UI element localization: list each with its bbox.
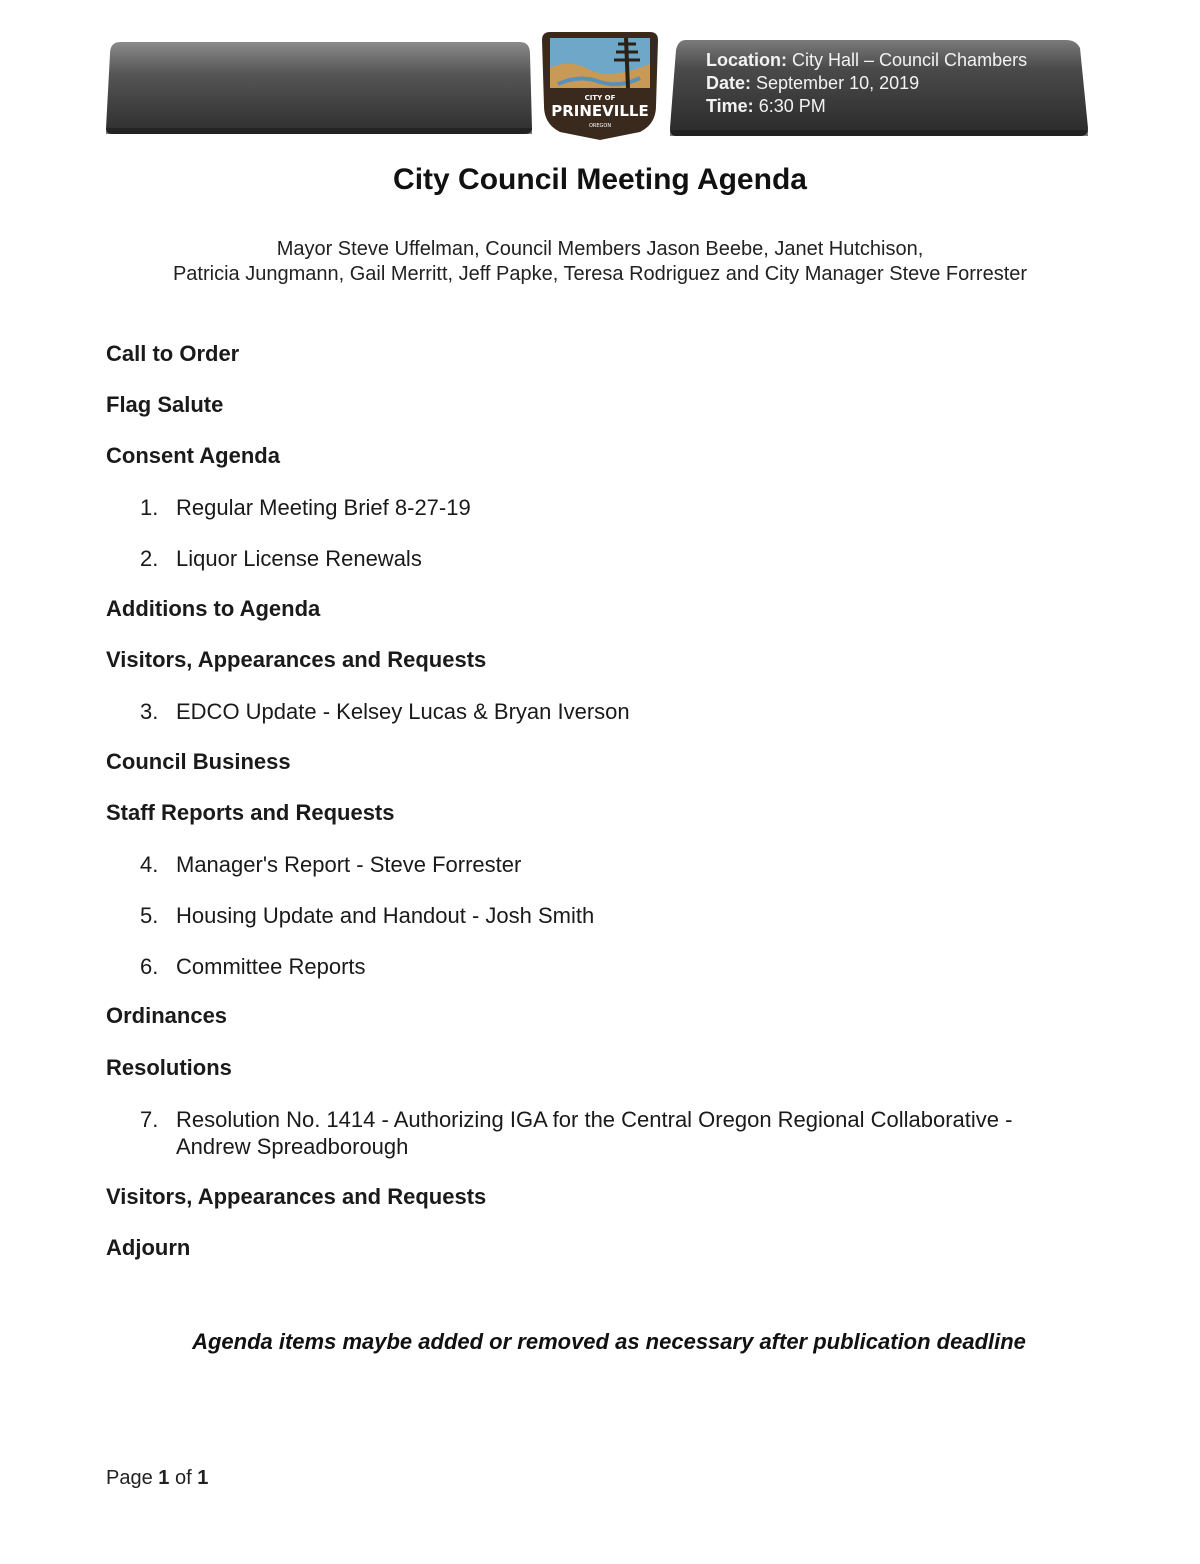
of-word: of (169, 1467, 198, 1489)
header-banner-right (670, 38, 1090, 138)
page-total: 1 (197, 1467, 209, 1489)
header-banner-left (106, 40, 534, 136)
page-word: Page (106, 1467, 159, 1489)
time-value: 6:30 PM (753, 96, 826, 116)
item-number: 5. (140, 903, 159, 928)
section-adjourn: Adjourn (106, 1235, 191, 1260)
agenda-item (140, 1106, 1100, 1159)
location-value: City Hall – Council Chambers (787, 50, 1028, 70)
section-ordinances: Ordinances (106, 1003, 228, 1028)
agenda-item (140, 902, 1100, 929)
agenda-item (140, 953, 1100, 980)
item-text-line-1: Resolution No. 1414 - Authorizing IGA for the Central Oregon Regional Collaborative - (176, 1107, 1013, 1132)
members-line-1: Mayor Steve Uffelman, Council Members Jason Beebe, Janet Hutchison, (276, 238, 924, 260)
item-text: EDCO Update - Kelsey Lucas & Bryan Iverson (176, 699, 630, 724)
agenda-item (140, 851, 1100, 878)
location-line (706, 49, 1027, 72)
date-value: September 10, 2019 (751, 73, 920, 93)
date-label: Date: (706, 73, 752, 93)
section-visitors: Visitors, Appearances and Requests (106, 647, 487, 672)
meeting-info (706, 49, 1027, 118)
agenda-item (140, 698, 1100, 725)
logo-text-main: PRINEVILLE (551, 102, 649, 120)
item-text: Liquor License Renewals (176, 546, 422, 571)
item-number: 6. (140, 954, 159, 979)
item-text-line-2: Andrew Spreadborough (176, 1134, 409, 1159)
item-text (176, 1106, 1096, 1160)
logo-text-top: CITY OF (584, 94, 616, 102)
item-text: Regular Meeting Brief 8-27-19 (176, 495, 471, 520)
time-line (706, 95, 1027, 118)
time-label: Time: (706, 96, 754, 116)
item-number: 2. (140, 546, 159, 571)
page-title: City Council Meeting Agenda (393, 163, 807, 196)
section-resolutions: Resolutions (106, 1055, 232, 1080)
item-text: Manager's Report - Steve Forrester (176, 852, 522, 877)
city-logo (540, 28, 660, 142)
item-number: 3. (140, 699, 159, 724)
date-line (706, 72, 1027, 95)
section-additions: Additions to Agenda (106, 596, 321, 621)
agenda-item (140, 545, 1100, 572)
item-text: Committee Reports (176, 954, 366, 979)
item-number: 4. (140, 852, 159, 877)
section-staff-reports: Staff Reports and Requests (106, 800, 395, 825)
members-line-2: Patricia Jungmann, Gail Merritt, Jeff Papke, Teresa Rodriguez and City Manager Steve Forrester (172, 263, 1028, 285)
publication-notice: Agenda items maybe added or removed as necessary after publication deadline (192, 1329, 1026, 1354)
location-label: Location: (706, 50, 787, 70)
agenda-item (140, 494, 1100, 521)
section-council-business: Council Business (106, 749, 291, 774)
item-number: 7. (140, 1107, 159, 1132)
item-number: 1. (140, 495, 159, 520)
council-members (0, 237, 1200, 287)
page-footer (106, 1467, 208, 1490)
page-number: 1 (158, 1467, 170, 1489)
item-text: Housing Update and Handout - Josh Smith (176, 903, 595, 928)
section-call-to-order: Call to Order (106, 341, 240, 366)
section-flag-salute: Flag Salute (106, 392, 224, 417)
section-consent-agenda: Consent Agenda (106, 443, 280, 468)
section-visitors-2: Visitors, Appearances and Requests (106, 1184, 487, 1209)
logo-text-bottom: OREGON (588, 123, 612, 129)
